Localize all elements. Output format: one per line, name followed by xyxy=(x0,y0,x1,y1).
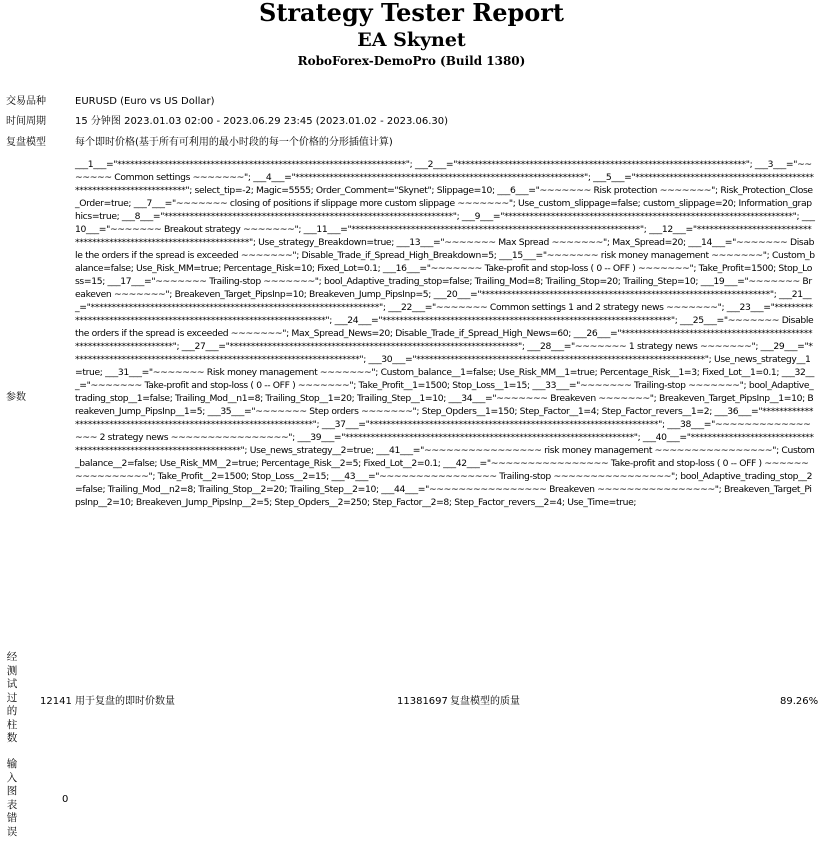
model-label: 复盘模型 xyxy=(6,137,46,148)
chart-errors-label: 输入图表错误 xyxy=(6,758,18,838)
chart-errors-value: 0 xyxy=(62,794,69,805)
period-label: 时间周期 xyxy=(6,116,46,127)
modelling-quality-label: 复盘模型的质量 xyxy=(450,696,520,707)
params-label: 参数 xyxy=(6,392,26,403)
expert-name: EA Skynet xyxy=(357,29,466,51)
ticks-modelled-label: 用于复盘的即时价数量 xyxy=(75,696,175,707)
bars-tested-value: 12141 xyxy=(40,696,72,707)
parameters-text: ___1___="********************************************************************"; ___2___="********************************************************************"; ___3___="~~~~~~~ Common settings ~~~~~~~"; ___4___="********************************************************************"; ___5___="********************************************************************"; select_tip=-2; Magic=5555; Order_Comment="Skynet"; Slippage=10; ___6___="~~~~~~~ Risk protection ~~~~~~~"; Risk_Protection_Close_Order=true; ___7___="~~~~~~~ closing of positions if slippage more custom slippage ~~~~~~~"; Use_custom_slippage=false; custom_slippage=20; Information_graphics=true; ___8___="********************************************************************"; ___9___="********************************************************************"; ___10___="~~~~~~~ Breakout strategy ~~~~~~~"; ___11___="********************************************************************"; ___12___="********************************************************************"; Use_strategy_Breakdown=true; ___13___="~~~~~~~ Max Spread ~~~~~~~"; Max_Spread=20; ___14___="~~~~~~~ Disable the orders if the spread is exceeded ~~~~~~~"; Disable_Trade_if_Spread_High_Breakdown=5; ___15___="~~~~~~~ risk money management ~~~~~~~"; Custom_balance=false; Use_Risk_MM=true; Percentage_Risk=10; Fixed_Lot=0.1; ___16___="~~~~~~~ Take-profit and stop-loss ( 0 -- OFF ) ~~~~~~~"; Take_Profit=1500; Stop_Loss=15; ___17___="~~~~~~~ Trailing-stop ~~~~~~~"; bool_Adaptive_trading_stop=false; Trailing_Mod=8; Trailing_Stop=20; Trailing_Step=10; ___19___="~~~~~~~ Breakeven ~~~~~~~"; Breakeven_Target_PipsInp=10; Breakeven_Jump_PipsInp=5; ___20___="********************************************************************"; ___21___="********************************************************************"; ___22___="~~~~~~~ Common settings 1 and 2 strategy news ~~~~~~~"; ___23___="********************************************************************"; ___24___="********************************************************************"; ___25___="~~~~~~~ Disable the orders if the spread is exceeded ~~~~~~~"; Max_Spread_News=20; Disable_Trade_if_Spread_High_News=60; ___26___="********************************************************************"; ___27___="********************************************************************"; ___28___="~~~~~~~ 1 strategy news ~~~~~~~"; ___29___="********************************************************************"; ___30___="********************************************************************"; Use_news_strategy__1=true; ___31___="~~~~~~~ Risk money management ~~~~~~~"; Custom_balance__1=false; Use_Risk_MM__1=true; Percentage_Risk__1=3; Fixed_Lot__1=0.1; ___32___="~~~~~~~ Take-profit and stop-loss ( 0 -- OFF ) ~~~~~~~"; Take_Profit__1=1500; Stop_Loss__1=15; ___33___="~~~~~~~ Trailing-stop ~~~~~~~"; bool_Adaptive_trading_stop__1=false; Trailing_Mod__n1=8; Trailing_Stop__1=20; Trailing_Step__1=10; ___34___="~~~~~~~ Breakeven ~~~~~~~"; Breakeven_Target_PipsInp__1=10; Breakeven_Jump_PipsInp__1=5; ___35___="~~~~~~~ Step orders ~~~~~~~"; Step_Opders__1=150; Step_Factor__1=4; Step_Factor_revers__1=2; ___36___="********************************************************************"; ___37___="********************************************************************"; ___38___="~~~~~~~~~~~~~~~~ 2 strategy news ~~~~~~~~~~~~~~~~"; ___39___="********************************************************************"; ___40___="********************************************************************"; Use_news_strategy__2=true; ___41___="~~~~~~~~~~~~~~~~ risk money management ~~~~~~~~~~~~~~~~"; Custom_balance__2=false; Use_Risk_MM__2=true; Percentage_Risk__2=5; Fixed_Lot__2=0.1; ___42___="~~~~~~~~~~~~~~~~ Take-profit and stop-loss ( 0 -- OFF ) ~~~~~~~~~~~~~~~~"; Take_Profit__2=1500; Stop_Loss__2=15; ___43___="~~~~~~~~~~~~~~~~ Trailing-stop ~~~~~~~~~~~~~~~~"; bool_Adaptive_trading_stop__2=false; Trailing_Mod__n2=8; Trailing_Stop__2=20; Trailing_Step__2=10; ___44___="~~~~~~~~~~~~~~~~ Breakeven ~~~~~~~~~~~~~~~~"; Breakeven_Target_PipsInp__2=10; Breakeven_Jump_PipsInp__2=5; Step_Opders__2=250; Step_Factor__2=8; Step_Factor_revers__2=4; Use_Time=true; xyxy=(75,159,815,508)
symbol-value: EURUSD (Euro vs US Dollar) xyxy=(75,96,215,107)
bars-tested-label: 经测试过的柱数 xyxy=(6,651,18,744)
model-value: 每个即时价格(基于所有可利用的最小时段的每一个价格的分形插值计算) xyxy=(75,137,393,148)
period-value: 15 分钟图 2023.01.03 02:00 - 2023.06.29 23:45 (2023.01.02 - 2023.06.30) xyxy=(75,116,449,127)
modelling-quality-value: 89.26% xyxy=(780,696,819,707)
report-title: Strategy Tester Report xyxy=(258,0,565,27)
server-build: RoboForex-DemoPro (Build 1380) xyxy=(297,54,526,68)
symbol-label: 交易品种 xyxy=(6,96,46,107)
ticks-modelled-value: 11381697 xyxy=(397,696,448,707)
